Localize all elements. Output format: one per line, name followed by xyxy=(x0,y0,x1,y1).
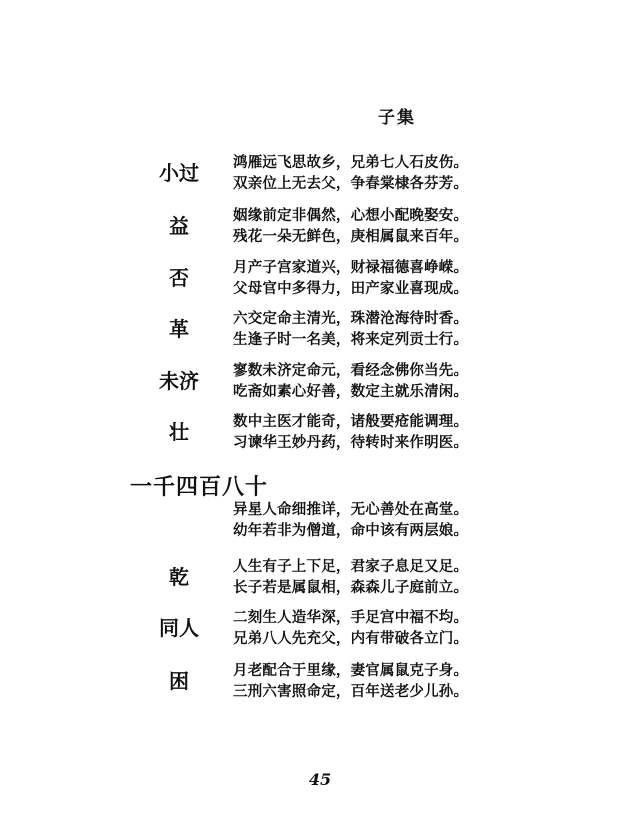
verse-line: 吃斋如素心好善，数定主就乐清闲。 xyxy=(233,383,469,400)
verse-line: 幼年若非为僧道，命中该有两层娘。 xyxy=(233,522,469,539)
verse-line: 二刻生人造华深，手足宫中福不均。 xyxy=(233,609,469,626)
verse-line: 姻缘前定非偶然，心想小配晚娶安。 xyxy=(233,207,469,224)
verse-entry xyxy=(0,257,640,297)
hexagram-label: 壮 xyxy=(169,420,189,444)
hexagram-label: 益 xyxy=(169,214,189,238)
page-header: 子集 xyxy=(378,108,416,128)
hexagram-label: 未济 xyxy=(159,369,199,393)
verse-line: 寥数未济定命元，看经念佛你当先。 xyxy=(233,362,469,379)
verse-line: 父母官中多得力，田产家业喜现成。 xyxy=(233,280,469,297)
verse-line: 生逢子时一名美，将来定列贡士行。 xyxy=(233,331,469,348)
hexagram-label: 否 xyxy=(169,266,189,290)
verse-line: 习谏华王妙丹药，待转时来作明医。 xyxy=(233,434,469,451)
hexagram-label: 同人 xyxy=(159,616,199,640)
verse-entry xyxy=(0,411,640,451)
verse-entry xyxy=(0,607,640,647)
verse-entry xyxy=(0,556,640,596)
hexagram-label: 乾 xyxy=(169,565,189,589)
verse-line: 鸿雁远飞思故乡，兄弟七人石皮伤。 xyxy=(233,154,469,171)
hexagram-label: 困 xyxy=(169,669,189,693)
page-number: 45 xyxy=(308,770,332,789)
section-title: 一千四百八十 xyxy=(130,474,269,500)
verse-entry xyxy=(0,308,640,348)
verse-line: 三刑六害照命定，百年送老少儿孙。 xyxy=(233,683,469,700)
hexagram-label: 革 xyxy=(169,317,189,341)
verse-entry xyxy=(0,660,640,700)
verse-line: 长子若是属鼠相，森森儿子庭前立。 xyxy=(233,579,469,596)
verse-line: 月产子宫家道兴，财禄福德喜峥嵘。 xyxy=(233,259,469,276)
verse-line: 月老配合于里缘，妻官属鼠克子身。 xyxy=(233,662,469,679)
verse-line: 兄弟八人先充父，内有带破各立门。 xyxy=(233,630,469,647)
verse-entry xyxy=(0,205,640,245)
verse-entry xyxy=(0,499,640,539)
verse-line: 六交定命主清光，珠潜沧海待时香。 xyxy=(233,310,469,327)
verse-line: 数中主医才能奇，诸般要疮能调理。 xyxy=(233,413,469,430)
verse-entry xyxy=(0,152,640,192)
verse-line: 残花一朵无鲜色，庚相属鼠来百年。 xyxy=(233,228,469,245)
verse-line: 双亲位上无去父，争春棠棣各芬芳。 xyxy=(233,175,469,192)
hexagram-label: 小过 xyxy=(159,161,199,185)
verse-line: 人生有子上下足，君家子息足又足。 xyxy=(233,558,469,575)
verse-entry xyxy=(0,360,640,400)
verse-line: 异星人命细推详，无心善处在高堂。 xyxy=(233,501,469,518)
